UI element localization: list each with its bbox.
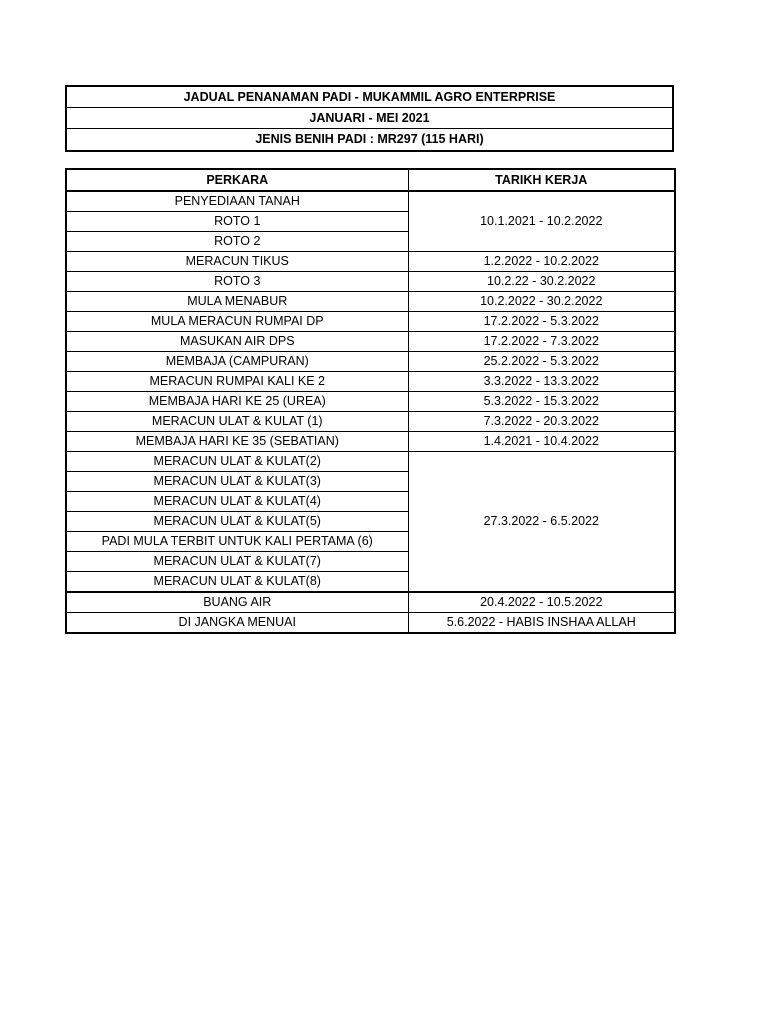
schedule-title: JADUAL PENANAMAN PADI - MUKAMMIL AGRO ENTERPRISE (67, 87, 672, 108)
table-row (66, 452, 675, 472)
row-perkara: MERACUN RUMPAI KALI KE 2 (66, 372, 408, 392)
row-perkara: DI JANGKA MENUAI (66, 613, 408, 634)
row-perkara: PENYEDIAAN TANAH (66, 191, 408, 212)
row-perkara: ROTO 2 (66, 232, 408, 252)
row-tarikh: 5.3.2022 - 15.3.2022 (408, 392, 675, 412)
row-perkara: MEMBAJA (CAMPURAN) (66, 352, 408, 372)
table-row (66, 613, 675, 634)
table-row (66, 592, 675, 613)
row-tarikh: 17.2.2022 - 5.3.2022 (408, 312, 675, 332)
row-tarikh: 1.4.2021 - 10.4.2022 (408, 432, 675, 452)
table-row (66, 312, 675, 332)
row-tarikh: 5.6.2022 - HABIS INSHAA ALLAH (408, 613, 675, 634)
row-perkara: MASUKAN AIR DPS (66, 332, 408, 352)
table-header-row (66, 169, 675, 191)
row-perkara: MULA MERACUN RUMPAI DP (66, 312, 408, 332)
row-tarikh: 3.3.2022 - 13.3.2022 (408, 372, 675, 392)
row-perkara: MERACUN ULAT & KULAT(2) (66, 452, 408, 472)
row-perkara: MEMBAJA HARI KE 35 (SEBATIAN) (66, 432, 408, 452)
row-tarikh: 25.2.2022 - 5.3.2022 (408, 352, 675, 372)
row-tarikh: 10.2.2022 - 30.2.2022 (408, 292, 675, 312)
row-perkara: ROTO 1 (66, 212, 408, 232)
row-perkara: MERACUN ULAT & KULAT(4) (66, 492, 408, 512)
table-row (66, 412, 675, 432)
column-header-perkara: PERKARA (66, 169, 408, 191)
schedule-header (65, 85, 674, 152)
table-row (66, 292, 675, 312)
row-perkara: BUANG AIR (66, 592, 408, 613)
row-tarikh: 10.1.2021 - 10.2.2022 (408, 191, 675, 252)
row-perkara: PADI MULA TERBIT UNTUK KALI PERTAMA (6) (66, 532, 408, 552)
row-perkara: MERACUN ULAT & KULAT(5) (66, 512, 408, 532)
seed-type: JENIS BENIH PADI : MR297 (115 HARI) (255, 132, 484, 146)
row-perkara: MEMBAJA HARI KE 25 (UREA) (66, 392, 408, 412)
schedule-table (65, 168, 676, 634)
schedule-period: JANUARI - MEI 2021 (67, 108, 672, 129)
table-row (66, 372, 675, 392)
table-row (66, 332, 675, 352)
row-perkara: MERACUN ULAT & KULAT(3) (66, 472, 408, 492)
row-tarikh: 20.4.2022 - 10.5.2022 (408, 592, 675, 613)
table-row (66, 191, 675, 212)
table-row (66, 392, 675, 412)
row-perkara: ROTO 3 (66, 272, 408, 292)
table-row (66, 352, 675, 372)
column-header-tarikh: TARIKH KERJA (408, 169, 675, 191)
row-perkara: MULA MENABUR (66, 292, 408, 312)
row-perkara: MERACUN ULAT & KULAT(7) (66, 552, 408, 572)
row-tarikh: 10.2.22 - 30.2.2022 (408, 272, 675, 292)
table-row (66, 252, 675, 272)
row-perkara: MERACUN TIKUS (66, 252, 408, 272)
row-tarikh: 17.2.2022 - 7.3.2022 (408, 332, 675, 352)
row-tarikh: 1.2.2022 - 10.2.2022 (408, 252, 675, 272)
table-row (66, 272, 675, 292)
row-tarikh: 27.3.2022 - 6.5.2022 (408, 452, 675, 593)
row-perkara: MERACUN ULAT & KULAT (1) (66, 412, 408, 432)
table-row (66, 432, 675, 452)
row-tarikh: 7.3.2022 - 20.3.2022 (408, 412, 675, 432)
row-perkara: MERACUN ULAT & KULAT(8) (66, 572, 408, 593)
